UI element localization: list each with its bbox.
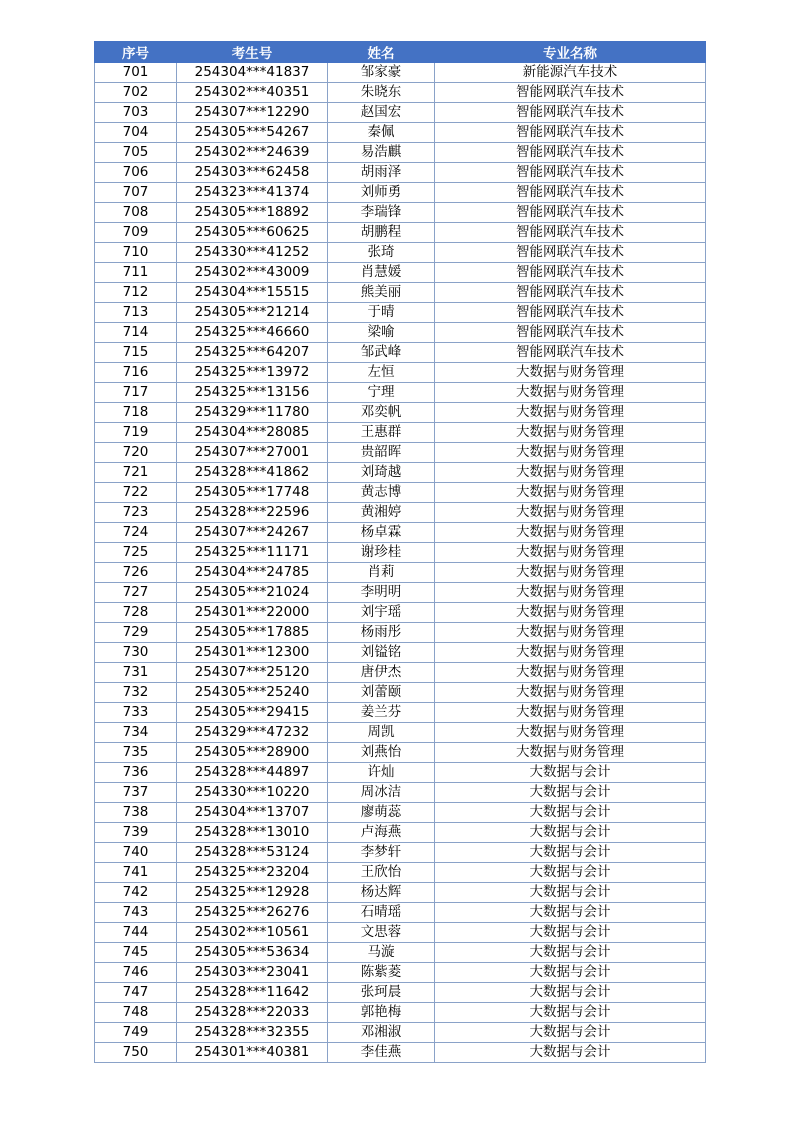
cell-exam-number: 254301***40381	[177, 1043, 328, 1063]
cell-name: 卢海燕	[328, 823, 435, 843]
cell-exam-number: 254302***40351	[177, 83, 328, 103]
cell-name: 杨卓霖	[328, 523, 435, 543]
cell-index: 719	[95, 423, 177, 443]
cell-major: 大数据与会计	[435, 863, 706, 883]
cell-name: 石晴瑶	[328, 903, 435, 923]
cell-name: 杨雨彤	[328, 623, 435, 643]
cell-name: 刘燕怡	[328, 743, 435, 763]
table-row	[95, 903, 706, 923]
cell-major: 智能网联汽车技术	[435, 303, 706, 323]
table-row	[95, 83, 706, 103]
table-row	[95, 1023, 706, 1043]
cell-name: 黄志博	[328, 483, 435, 503]
cell-name: 刘师勇	[328, 183, 435, 203]
cell-exam-number: 254304***13707	[177, 803, 328, 823]
cell-exam-number: 254305***17748	[177, 483, 328, 503]
table-row	[95, 303, 706, 323]
cell-exam-number: 254328***32355	[177, 1023, 328, 1043]
cell-name: 易浩麒	[328, 143, 435, 163]
cell-major: 大数据与会计	[435, 843, 706, 863]
cell-index: 738	[95, 803, 177, 823]
cell-major: 大数据与会计	[435, 1023, 706, 1043]
table-row	[95, 323, 706, 343]
cell-index: 723	[95, 503, 177, 523]
table-row	[95, 983, 706, 1003]
table-row	[95, 363, 706, 383]
cell-exam-number: 254301***22000	[177, 603, 328, 623]
table-row	[95, 583, 706, 603]
cell-exam-number: 254304***28085	[177, 423, 328, 443]
cell-exam-number: 254305***29415	[177, 703, 328, 723]
table-row	[95, 523, 706, 543]
cell-index: 717	[95, 383, 177, 403]
cell-major: 智能网联汽车技术	[435, 123, 706, 143]
cell-index: 729	[95, 623, 177, 643]
cell-index: 726	[95, 563, 177, 583]
table-row	[95, 843, 706, 863]
cell-exam-number: 254328***44897	[177, 763, 328, 783]
cell-exam-number: 254303***23041	[177, 963, 328, 983]
cell-major: 大数据与财务管理	[435, 643, 706, 663]
cell-name: 黄湘婷	[328, 503, 435, 523]
cell-exam-number: 254328***22033	[177, 1003, 328, 1023]
cell-major: 大数据与会计	[435, 823, 706, 843]
cell-major: 大数据与财务管理	[435, 723, 706, 743]
cell-index: 718	[95, 403, 177, 423]
cell-index: 714	[95, 323, 177, 343]
cell-index: 748	[95, 1003, 177, 1023]
cell-name: 肖慧媛	[328, 263, 435, 283]
table-row	[95, 483, 706, 503]
cell-exam-number: 254325***12928	[177, 883, 328, 903]
cell-name: 刘镒铭	[328, 643, 435, 663]
cell-name: 左恒	[328, 363, 435, 383]
cell-index: 744	[95, 923, 177, 943]
table-row	[95, 243, 706, 263]
cell-name: 周凯	[328, 723, 435, 743]
cell-index: 713	[95, 303, 177, 323]
table-row	[95, 223, 706, 243]
cell-major: 大数据与会计	[435, 1043, 706, 1063]
cell-index: 728	[95, 603, 177, 623]
table-row	[95, 463, 706, 483]
cell-exam-number: 254329***11780	[177, 403, 328, 423]
cell-major: 大数据与财务管理	[435, 683, 706, 703]
table-row	[95, 383, 706, 403]
cell-exam-number: 254325***64207	[177, 343, 328, 363]
cell-name: 邓湘淑	[328, 1023, 435, 1043]
table-row	[95, 283, 706, 303]
cell-index: 731	[95, 663, 177, 683]
cell-index: 724	[95, 523, 177, 543]
table-row	[95, 103, 706, 123]
cell-name: 李佳燕	[328, 1043, 435, 1063]
table-row	[95, 603, 706, 623]
table-row	[95, 683, 706, 703]
table-row	[95, 183, 706, 203]
cell-exam-number: 254305***25240	[177, 683, 328, 703]
cell-exam-number: 254328***11642	[177, 983, 328, 1003]
cell-name: 李梦轩	[328, 843, 435, 863]
table-row	[95, 923, 706, 943]
cell-exam-number: 254303***62458	[177, 163, 328, 183]
table-row	[95, 1003, 706, 1023]
cell-index: 706	[95, 163, 177, 183]
cell-major: 智能网联汽车技术	[435, 283, 706, 303]
table-row	[95, 163, 706, 183]
cell-index: 750	[95, 1043, 177, 1063]
table-body	[95, 63, 706, 1063]
cell-major: 大数据与会计	[435, 783, 706, 803]
cell-name: 李瑞锋	[328, 203, 435, 223]
table-row	[95, 343, 706, 363]
cell-major: 新能源汽车技术	[435, 63, 706, 83]
cell-index: 721	[95, 463, 177, 483]
cell-major: 智能网联汽车技术	[435, 163, 706, 183]
table-row	[95, 763, 706, 783]
cell-name: 熊美丽	[328, 283, 435, 303]
cell-exam-number: 254323***41374	[177, 183, 328, 203]
cell-major: 智能网联汽车技术	[435, 263, 706, 283]
cell-major: 大数据与会计	[435, 1003, 706, 1023]
cell-major: 大数据与会计	[435, 803, 706, 823]
cell-exam-number: 254328***13010	[177, 823, 328, 843]
cell-major: 大数据与财务管理	[435, 543, 706, 563]
cell-major: 智能网联汽车技术	[435, 223, 706, 243]
table-row	[95, 543, 706, 563]
table-row	[95, 63, 706, 83]
cell-index: 746	[95, 963, 177, 983]
cell-exam-number: 254305***18892	[177, 203, 328, 223]
cell-index: 737	[95, 783, 177, 803]
cell-index: 741	[95, 863, 177, 883]
cell-exam-number: 254328***53124	[177, 843, 328, 863]
cell-exam-number: 254330***41252	[177, 243, 328, 263]
cell-name: 王惠群	[328, 423, 435, 443]
cell-major: 大数据与会计	[435, 923, 706, 943]
cell-index: 701	[95, 63, 177, 83]
header-name: 姓名	[328, 42, 435, 63]
cell-major: 智能网联汽车技术	[435, 323, 706, 343]
cell-major: 大数据与会计	[435, 943, 706, 963]
cell-major: 智能网联汽车技术	[435, 183, 706, 203]
cell-name: 张珂晨	[328, 983, 435, 1003]
cell-index: 742	[95, 883, 177, 903]
cell-exam-number: 254302***10561	[177, 923, 328, 943]
table-row	[95, 503, 706, 523]
cell-index: 716	[95, 363, 177, 383]
cell-name: 胡鹏程	[328, 223, 435, 243]
cell-name: 李明明	[328, 583, 435, 603]
cell-name: 朱晓东	[328, 83, 435, 103]
cell-major: 大数据与财务管理	[435, 483, 706, 503]
cell-exam-number: 254305***53634	[177, 943, 328, 963]
cell-major: 大数据与财务管理	[435, 403, 706, 423]
cell-exam-number: 254301***12300	[177, 643, 328, 663]
cell-exam-number: 254330***10220	[177, 783, 328, 803]
cell-index: 722	[95, 483, 177, 503]
cell-name: 肖莉	[328, 563, 435, 583]
cell-exam-number: 254307***25120	[177, 663, 328, 683]
cell-major: 大数据与会计	[435, 883, 706, 903]
cell-name: 梁喻	[328, 323, 435, 343]
table-row	[95, 623, 706, 643]
table-row	[95, 643, 706, 663]
cell-index: 710	[95, 243, 177, 263]
cell-exam-number: 254325***26276	[177, 903, 328, 923]
cell-major: 智能网联汽车技术	[435, 83, 706, 103]
table-row	[95, 1043, 706, 1063]
cell-name: 刘琦越	[328, 463, 435, 483]
table-row	[95, 663, 706, 683]
header-exam-number: 考生号	[177, 42, 328, 63]
cell-exam-number: 254305***28900	[177, 743, 328, 763]
cell-index: 736	[95, 763, 177, 783]
cell-index: 709	[95, 223, 177, 243]
cell-major: 智能网联汽车技术	[435, 343, 706, 363]
cell-name: 胡雨泽	[328, 163, 435, 183]
cell-exam-number: 254305***21024	[177, 583, 328, 603]
cell-name: 郭艳梅	[328, 1003, 435, 1023]
cell-name: 马漩	[328, 943, 435, 963]
table-row	[95, 443, 706, 463]
cell-major: 大数据与会计	[435, 763, 706, 783]
cell-index: 735	[95, 743, 177, 763]
cell-exam-number: 254304***15515	[177, 283, 328, 303]
cell-index: 747	[95, 983, 177, 1003]
cell-name: 邹武峰	[328, 343, 435, 363]
cell-major: 大数据与会计	[435, 963, 706, 983]
cell-major: 智能网联汽车技术	[435, 243, 706, 263]
table-row	[95, 743, 706, 763]
header-index: 序号	[95, 42, 177, 63]
cell-major: 大数据与财务管理	[435, 443, 706, 463]
cell-major: 大数据与财务管理	[435, 383, 706, 403]
cell-exam-number: 254325***23204	[177, 863, 328, 883]
cell-name: 唐伊杰	[328, 663, 435, 683]
cell-major: 大数据与财务管理	[435, 623, 706, 643]
table-row	[95, 863, 706, 883]
cell-index: 727	[95, 583, 177, 603]
cell-exam-number: 254304***24785	[177, 563, 328, 583]
cell-major: 大数据与财务管理	[435, 663, 706, 683]
cell-major: 大数据与财务管理	[435, 423, 706, 443]
cell-index: 702	[95, 83, 177, 103]
table-row	[95, 783, 706, 803]
cell-index: 745	[95, 943, 177, 963]
cell-exam-number: 254305***21214	[177, 303, 328, 323]
cell-index: 705	[95, 143, 177, 163]
cell-exam-number: 254325***46660	[177, 323, 328, 343]
cell-name: 谢珍桂	[328, 543, 435, 563]
table-row	[95, 423, 706, 443]
cell-index: 703	[95, 103, 177, 123]
student-table	[94, 41, 706, 1063]
cell-major: 大数据与财务管理	[435, 743, 706, 763]
cell-major: 智能网联汽车技术	[435, 203, 706, 223]
cell-name: 许灿	[328, 763, 435, 783]
table-row	[95, 723, 706, 743]
cell-major: 大数据与财务管理	[435, 363, 706, 383]
cell-name: 邓奕帆	[328, 403, 435, 423]
cell-exam-number: 254325***11171	[177, 543, 328, 563]
table-row	[95, 563, 706, 583]
cell-exam-number: 254302***43009	[177, 263, 328, 283]
table-row	[95, 203, 706, 223]
table-row	[95, 123, 706, 143]
cell-name: 文思蓉	[328, 923, 435, 943]
cell-name: 王欣怡	[328, 863, 435, 883]
cell-index: 708	[95, 203, 177, 223]
cell-major: 大数据与财务管理	[435, 703, 706, 723]
cell-name: 廖萌蕊	[328, 803, 435, 823]
cell-major: 大数据与财务管理	[435, 603, 706, 623]
cell-exam-number: 254305***60625	[177, 223, 328, 243]
cell-index: 720	[95, 443, 177, 463]
header-major: 专业名称	[435, 42, 706, 63]
cell-name: 刘宇瑶	[328, 603, 435, 623]
cell-exam-number: 254305***17885	[177, 623, 328, 643]
cell-name: 于晴	[328, 303, 435, 323]
cell-index: 732	[95, 683, 177, 703]
table-row	[95, 963, 706, 983]
cell-index: 733	[95, 703, 177, 723]
cell-index: 712	[95, 283, 177, 303]
cell-name: 杨达辉	[328, 883, 435, 903]
table-row	[95, 143, 706, 163]
table-row	[95, 943, 706, 963]
cell-exam-number: 254329***47232	[177, 723, 328, 743]
cell-major: 大数据与财务管理	[435, 523, 706, 543]
cell-exam-number: 254307***27001	[177, 443, 328, 463]
table-row	[95, 803, 706, 823]
cell-exam-number: 254302***24639	[177, 143, 328, 163]
cell-index: 730	[95, 643, 177, 663]
cell-name: 陈紫菱	[328, 963, 435, 983]
cell-exam-number: 254305***54267	[177, 123, 328, 143]
cell-major: 智能网联汽车技术	[435, 103, 706, 123]
cell-name: 周冰洁	[328, 783, 435, 803]
cell-exam-number: 254307***24267	[177, 523, 328, 543]
cell-exam-number: 254307***12290	[177, 103, 328, 123]
cell-index: 743	[95, 903, 177, 923]
table-row	[95, 403, 706, 423]
cell-exam-number: 254325***13156	[177, 383, 328, 403]
cell-index: 711	[95, 263, 177, 283]
cell-index: 707	[95, 183, 177, 203]
cell-exam-number: 254328***41862	[177, 463, 328, 483]
cell-index: 704	[95, 123, 177, 143]
table-header-row	[95, 42, 706, 63]
table-row	[95, 703, 706, 723]
cell-name: 张琦	[328, 243, 435, 263]
cell-major: 大数据与会计	[435, 983, 706, 1003]
cell-exam-number: 254325***13972	[177, 363, 328, 383]
cell-index: 740	[95, 843, 177, 863]
cell-name: 贵韶晖	[328, 443, 435, 463]
cell-index: 734	[95, 723, 177, 743]
cell-major: 大数据与会计	[435, 903, 706, 923]
cell-major: 智能网联汽车技术	[435, 143, 706, 163]
cell-major: 大数据与财务管理	[435, 463, 706, 483]
cell-exam-number: 254328***22596	[177, 503, 328, 523]
cell-index: 739	[95, 823, 177, 843]
cell-exam-number: 254304***41837	[177, 63, 328, 83]
cell-name: 邹家豪	[328, 63, 435, 83]
cell-index: 749	[95, 1023, 177, 1043]
table-row	[95, 263, 706, 283]
cell-major: 大数据与财务管理	[435, 503, 706, 523]
cell-name: 赵国宏	[328, 103, 435, 123]
cell-name: 秦佩	[328, 123, 435, 143]
cell-major: 大数据与财务管理	[435, 583, 706, 603]
cell-index: 725	[95, 543, 177, 563]
table-row	[95, 883, 706, 903]
cell-major: 大数据与财务管理	[435, 563, 706, 583]
table-row	[95, 823, 706, 843]
cell-name: 刘蕾颐	[328, 683, 435, 703]
cell-name: 宁理	[328, 383, 435, 403]
cell-index: 715	[95, 343, 177, 363]
cell-name: 姜兰芬	[328, 703, 435, 723]
